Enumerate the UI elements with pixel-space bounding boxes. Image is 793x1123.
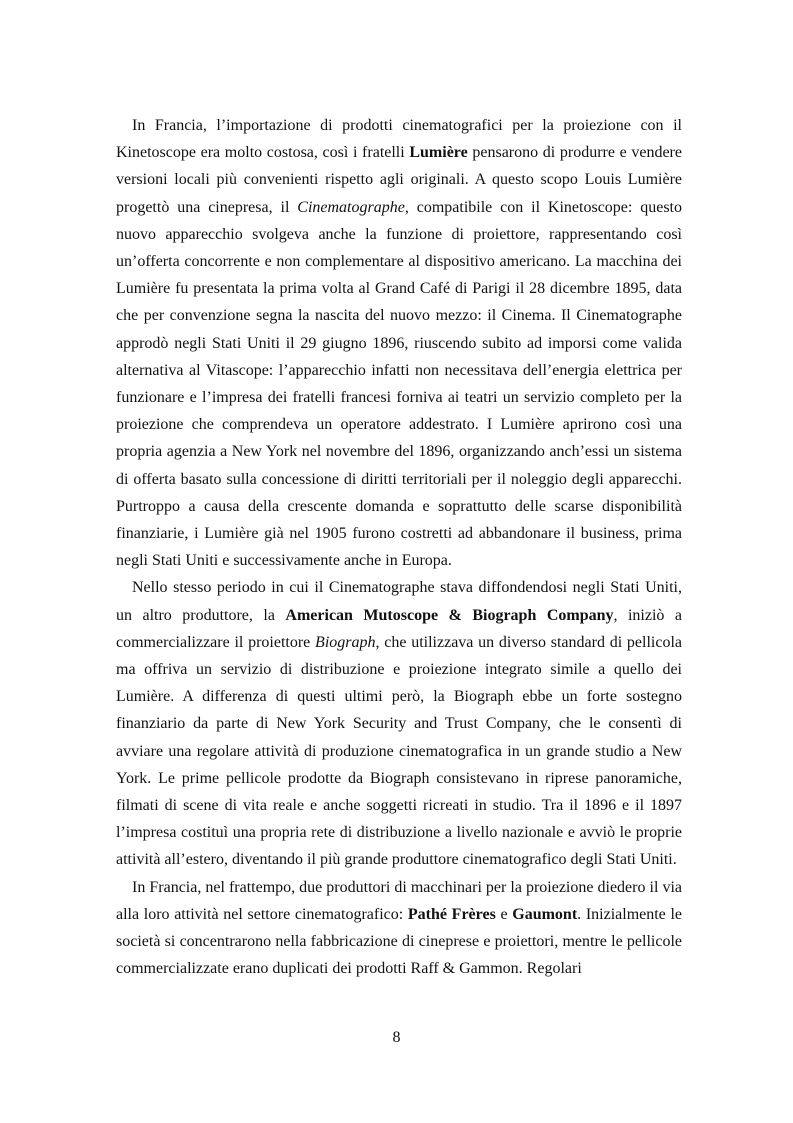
bold-term-pathe-freres: Pathé Frères — [407, 905, 496, 923]
page-number: 8 — [392, 1029, 401, 1046]
text-run: e — [495, 905, 513, 923]
italic-term-cinematographe: Cinematographe — [297, 198, 405, 216]
italic-term-biograph: Biograph — [315, 633, 376, 651]
bold-term-biograph-company: American Mutoscope & Biograph Company — [285, 606, 614, 624]
text-run: . Inizialmente le società si concentrarono nella fabbricazione di cinepresе e proiettori, mentre le pellicole commercializzate erano duplicati dei prodotti Raff & Gammon. Regolari — [116, 905, 683, 978]
text-run: , compatibile con il Kinetoscope: questo nuovo apparecchio svolgeva anche la funzione di proiettore, rappresentando così un’offerta concorrente e non complementare al dispositivo americano. La macchina dei Lumière fu presentata la prima volta al Grand Café di Parigi il 28 dicembre 1895, data che per convenzione segna la nascita del nuovo mezzo: il Cinema. Il Cinematographe approdò negli Stati Uniti il 29 giugno 1896, riuscendo subito ad imporsi come valida alternativa al Vitascope: l’apparecchio infatti non necessitava dell’energia elettrica per funzionare e l’impresa dei fratelli francesi forniva ai teatri un servizio completo per la proiezione che comprendeva un operatore addestrato. I Lumière aprirono così una propria agenzia a New York nel novembre del 1896, organizzando anch’essi un sistema di offerta basato sulla concessione di diritti territoriali per il noleggio degli apparecchi. Purtroppo a causa della crescente domanda e soprattutto delle scarse disponibilità finanziarie, i Lumière già nel 1905 furono costretti ad abbandonare il business, prima negli Stati Uniti e successivamente anche in Europa. — [116, 198, 682, 570]
text-run: , che utilizzava un diverso standard di pellicola ma offriva un servizio di distribuzione e proiezione integrato simile a quello dei Lumière. A differenza di questi ultimi però, la Biograph ebbe un forte sostegno finanziario da parte di New York Security and Trust Company, che le consentì di avviare una regolare attività di produzione cinematografica in un grande studio a New York. Le prime pellicole prodotte da Biograph consistevano in riprese panoramiche, filmati di scene di vita reale e anche soggetti ricreati in studio. Tra il 1896 e il 1897 l’impresa costituì una propria rete di distribuzione a livello nazionale e avviò le proprie attività all’estero, diventando il più grande produttore cinematografico degli Stati Uniti. — [116, 633, 682, 869]
text-run: Nello stesso periodo in cui il Cinematographe stava diffondendosi negli Stati Uniti, un altro produttore, la — [116, 579, 682, 624]
body-text — [116, 112, 682, 983]
bold-term-lumiere: Lumière — [409, 144, 468, 162]
paragraph-biograph — [116, 574, 682, 873]
paragraph-lumiere — [116, 112, 682, 574]
text-run: In Francia, l’importazione di prodotti cinematografici per la proiezione con il Kinetoscope era molto costosa, così i fratelli — [116, 117, 682, 162]
text-run: In Francia, nel frattempo, due produttori di macchinari per la proiezione diedero il via alla loro attività nel settore cinematografico: — [116, 878, 682, 923]
text-run: pensarono di produrre e vendere versioni locali più convenienti rispetto agli originali. A questo scopo Louis Lumière progettò una cinepresa, il — [116, 144, 682, 216]
text-run: , iniziò a commercializzare il proiettore — [116, 606, 682, 651]
paragraph-pathe-gaumont — [116, 874, 682, 983]
bold-term-gaumont: Gaumont — [512, 905, 578, 923]
